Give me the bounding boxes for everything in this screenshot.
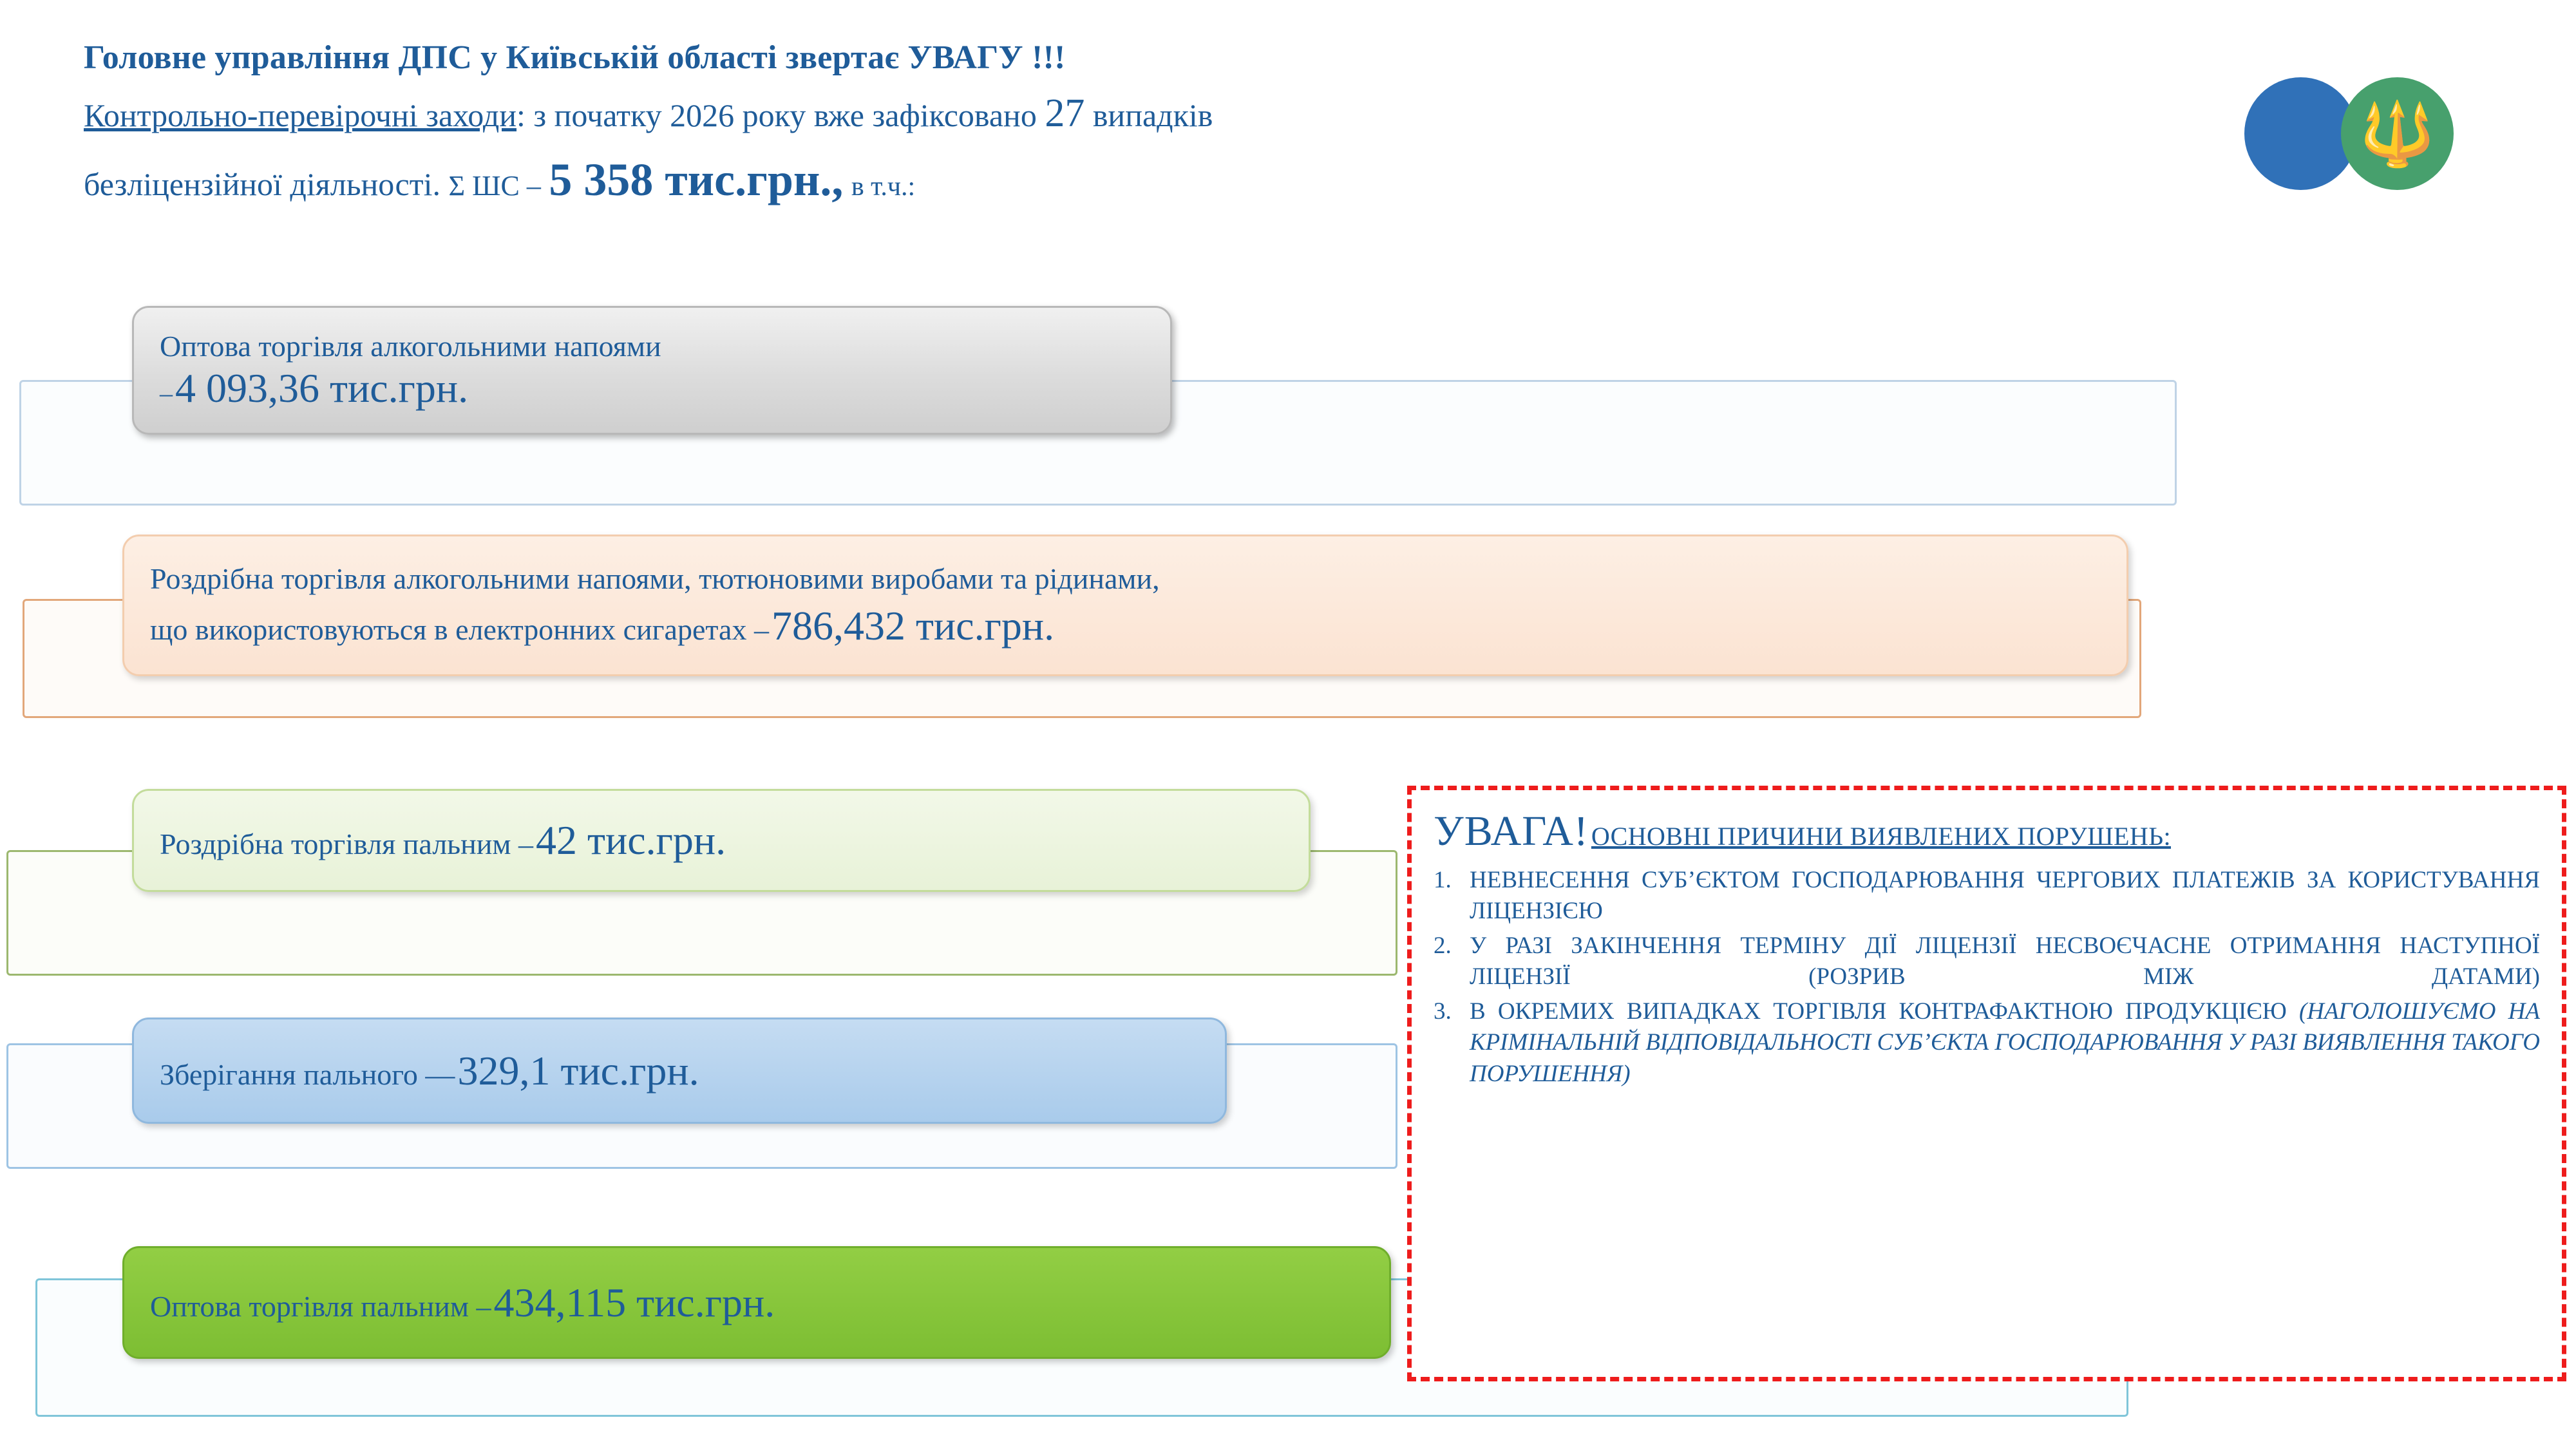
card-wholesale-alcohol-amount: 4 093,36 тис.грн. (175, 365, 469, 412)
card-retail-fuel-line (160, 817, 1283, 864)
card-retail-alcohol-tobacco-line1: Роздрібна торгівля алкогольними напоями, тютюновими виробами та рідинами, (150, 562, 1160, 595)
card-wholesale-fuel-amount: 434,115 тис.грн. (493, 1279, 775, 1325)
card-retail-fuel (132, 789, 1311, 892)
card-retail-alcohol-tobacco (122, 535, 2128, 676)
card-fuel-storage (132, 1018, 1227, 1124)
list-item (1434, 865, 2540, 927)
attention-item-1-number: 1. (1434, 867, 1452, 893)
page-header (84, 39, 2145, 207)
attention-item-3-italic: (НАГОЛОШУЄМО НА КРІМІНАЛЬНІЙ ВІДПОВІДАЛЬНОСТІ СУБ’ЄКТА ГОСПОДАРЮВАННЯ У РАЗІ ВИЯВЛЕННЯ ТАКОГО ПОРУШЕННЯ) (1470, 998, 2540, 1087)
attention-title: УВАГА! (1434, 808, 1589, 855)
card-retail-alcohol-tobacco-line2: що використовуються в електронних сигаретах – (150, 613, 769, 647)
total-amount: 5 358 тис.грн., (549, 154, 844, 205)
attention-item-2-text: У РАЗІ ЗАКІНЧЕННЯ ТЕРМІНУ ДІЇ ЛІЦЕНЗІЇ НЕСВОЄЧАСНЕ ОТРИМАННЯ НАСТУПНОЇ ЛІЦЕНЗІЇ (РОЗРИВ МІЖ ДАТАМИ) (1470, 933, 2540, 990)
list-item (1434, 996, 2540, 1089)
header-subline-1-text: : з початку 2026 року вже зафіксовано (516, 97, 1037, 133)
card-wholesale-alcohol-dash: – (160, 379, 173, 408)
header-subline-2 (84, 153, 2145, 207)
attention-item-3-number: 3. (1434, 998, 1452, 1025)
card-wholesale-alcohol (132, 306, 1172, 435)
card-wholesale-alcohol-value-line (160, 365, 1144, 412)
card-fuel-storage-line (160, 1047, 1199, 1095)
card-retail-alcohol-tobacco-value-line (150, 602, 2101, 650)
organization-logo (2244, 77, 2470, 193)
sum-label: Σ ШС – (448, 170, 541, 202)
logo-blue-circle-icon (2244, 77, 2357, 190)
list-item (1434, 931, 2540, 992)
attention-item-2-number: 2. (1434, 933, 1452, 960)
card-wholesale-fuel-label: Оптова торгівля пальним – (150, 1289, 491, 1323)
logo-green-circle-icon (2341, 77, 2454, 190)
trident-emblem-icon: 🔱 (2358, 97, 2436, 170)
unlicensed-activity-label: безліцензійної діяльності. (84, 166, 440, 202)
page-title: Головне управління ДПС у Київській області звертає УВАГУ !!! (84, 39, 1066, 76)
card-retail-fuel-label: Роздрібна торгівля пальним – (160, 828, 533, 860)
attention-subtitle: ОСНОВНІ ПРИЧИНИ ВИЯВЛЕНИХ ПОРУШЕНЬ: (1591, 822, 2171, 851)
header-subline-1 (84, 91, 2145, 137)
including-label: в т.ч.: (851, 172, 916, 202)
attention-title-line (1434, 807, 2540, 856)
card-fuel-storage-label: Зберігання пального — (160, 1057, 455, 1091)
attention-callout (1407, 786, 2566, 1381)
card-wholesale-alcohol-label: Оптова торгівля алкогольними напоями (160, 329, 661, 363)
control-measures-label: Контрольно-перевірочні заходи (84, 97, 517, 133)
cases-count-unit: випадків (1092, 97, 1213, 133)
card-wholesale-fuel (122, 1246, 1391, 1359)
card-wholesale-fuel-line (150, 1279, 1363, 1327)
attention-reason-list (1434, 865, 2540, 1090)
card-retail-alcohol-tobacco-amount: 786,432 тис.грн. (771, 603, 1055, 649)
attention-item-3-text: В ОКРЕМИХ ВИПАДКАХ ТОРГІВЛЯ КОНТРАФАКТНОЮ ПРОДУКЦІЄЮ (1470, 998, 2299, 1025)
attention-item-3-body (1470, 996, 2540, 1089)
cases-count: 27 (1045, 91, 1085, 135)
attention-item-1-text: НЕВНЕСЕННЯ СУБ’ЄКТОМ ГОСПОДАРЮВАННЯ ЧЕРГОВИХ ПЛАТЕЖІВ ЗА КОРИСТУВАННЯ ЛІЦЕНЗІЄЮ (1470, 867, 2540, 925)
card-fuel-storage-amount: 329,1 тис.грн. (457, 1047, 699, 1094)
card-retail-fuel-amount: 42 тис.грн. (536, 817, 726, 863)
